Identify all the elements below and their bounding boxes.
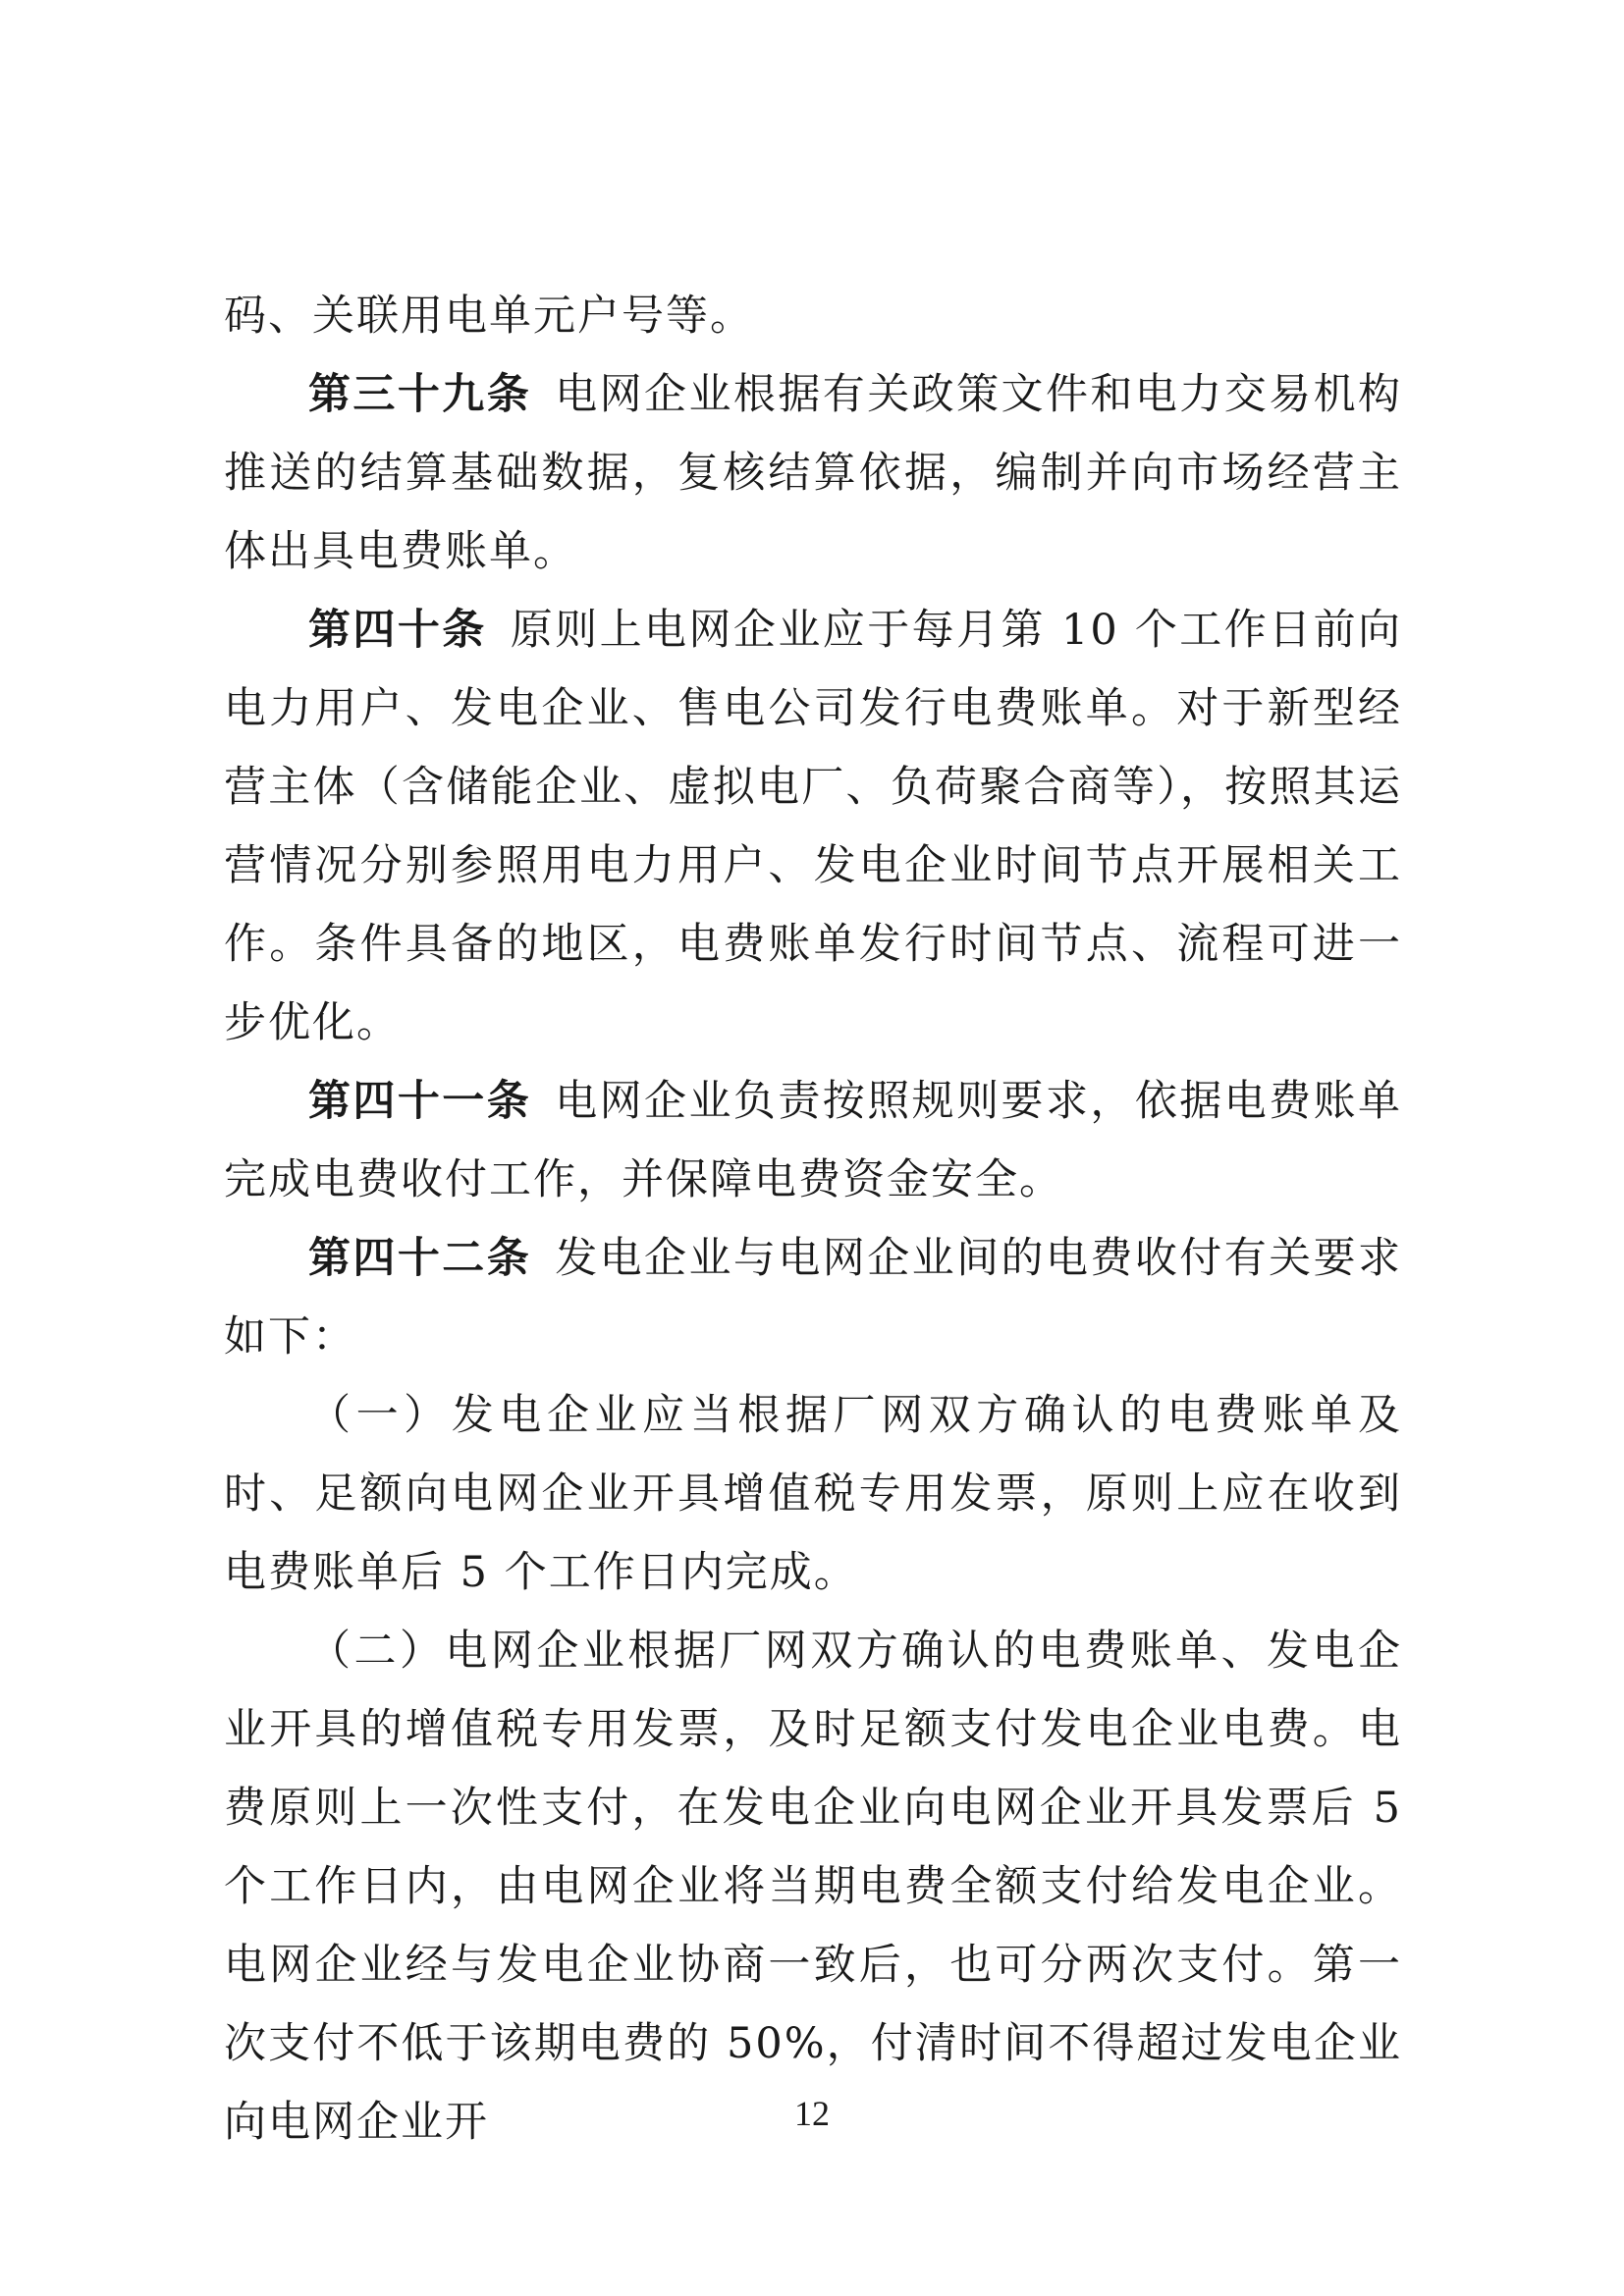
article-number: 第四十条 [308,606,487,655]
document-body [224,277,1402,2162]
article-number: 第四十二条 [308,1234,532,1283]
clause-1 [224,1376,1402,1612]
paragraph-text: 电网企业负责按照规则要求，依据电费账单完成电费收付工作，并保障电费资金安全。 [224,1077,1403,1204]
paragraph-text: 原则上电网企业应于每月第 10 个工作日前向电力用户、发电企业、售电公司发行电费账单。对于新型经营主体（含储能企业、虚拟电厂、负荷聚合商等），按照其运营情况分别参照用电力用户、发电企业时间节点开展相关工作。条件具备的地区，电费账单发行时间节点、流程可进一步优化。 [224,606,1402,1047]
article-number: 第四十一条 [308,1077,532,1126]
article-number: 第三十九条 [308,370,532,419]
clause-2 [224,1612,1402,2162]
article-42 [224,1219,1402,1376]
article-39 [224,355,1402,591]
paragraph-text: 发电企业与电网企业间的电费收付有关要求如下： [224,1234,1403,1362]
article-41 [224,1062,1402,1219]
paragraph-text: （一）发电企业应当根据厂网双方确认的电费账单及时、足额向电网企业开具增值税专用发票，原则上应在收到电费账单后 5 个工作日内完成。 [224,1391,1402,1597]
article-40 [224,591,1402,1062]
paragraph-continuation [224,277,1402,355]
paragraph-text: （二）电网企业根据厂网双方确认的电费账单、发电企业开具的增值税专用发票，及时足额支付发电企业电费。电费原则上一次性支付，在发电企业向电网企业开具发票后 5 个工作日内，由电网企业将当期电费全额支付给发电企业。电网企业经与发电企业协商一致后，也可分两次支付。第一次支付不低于该期电费的 50%，付清时间不得超过发电企业向电网企业开 [224,1627,1402,2147]
page-number: 12 [794,2094,830,2133]
paragraph-text: 码、关联用电单元户号等。 [224,292,754,341]
paragraph-text: 电网企业根据有关政策文件和电力交易机构推送的结算基础数据，复核结算依据，编制并向市场经营主体出具电费账单。 [224,370,1403,576]
